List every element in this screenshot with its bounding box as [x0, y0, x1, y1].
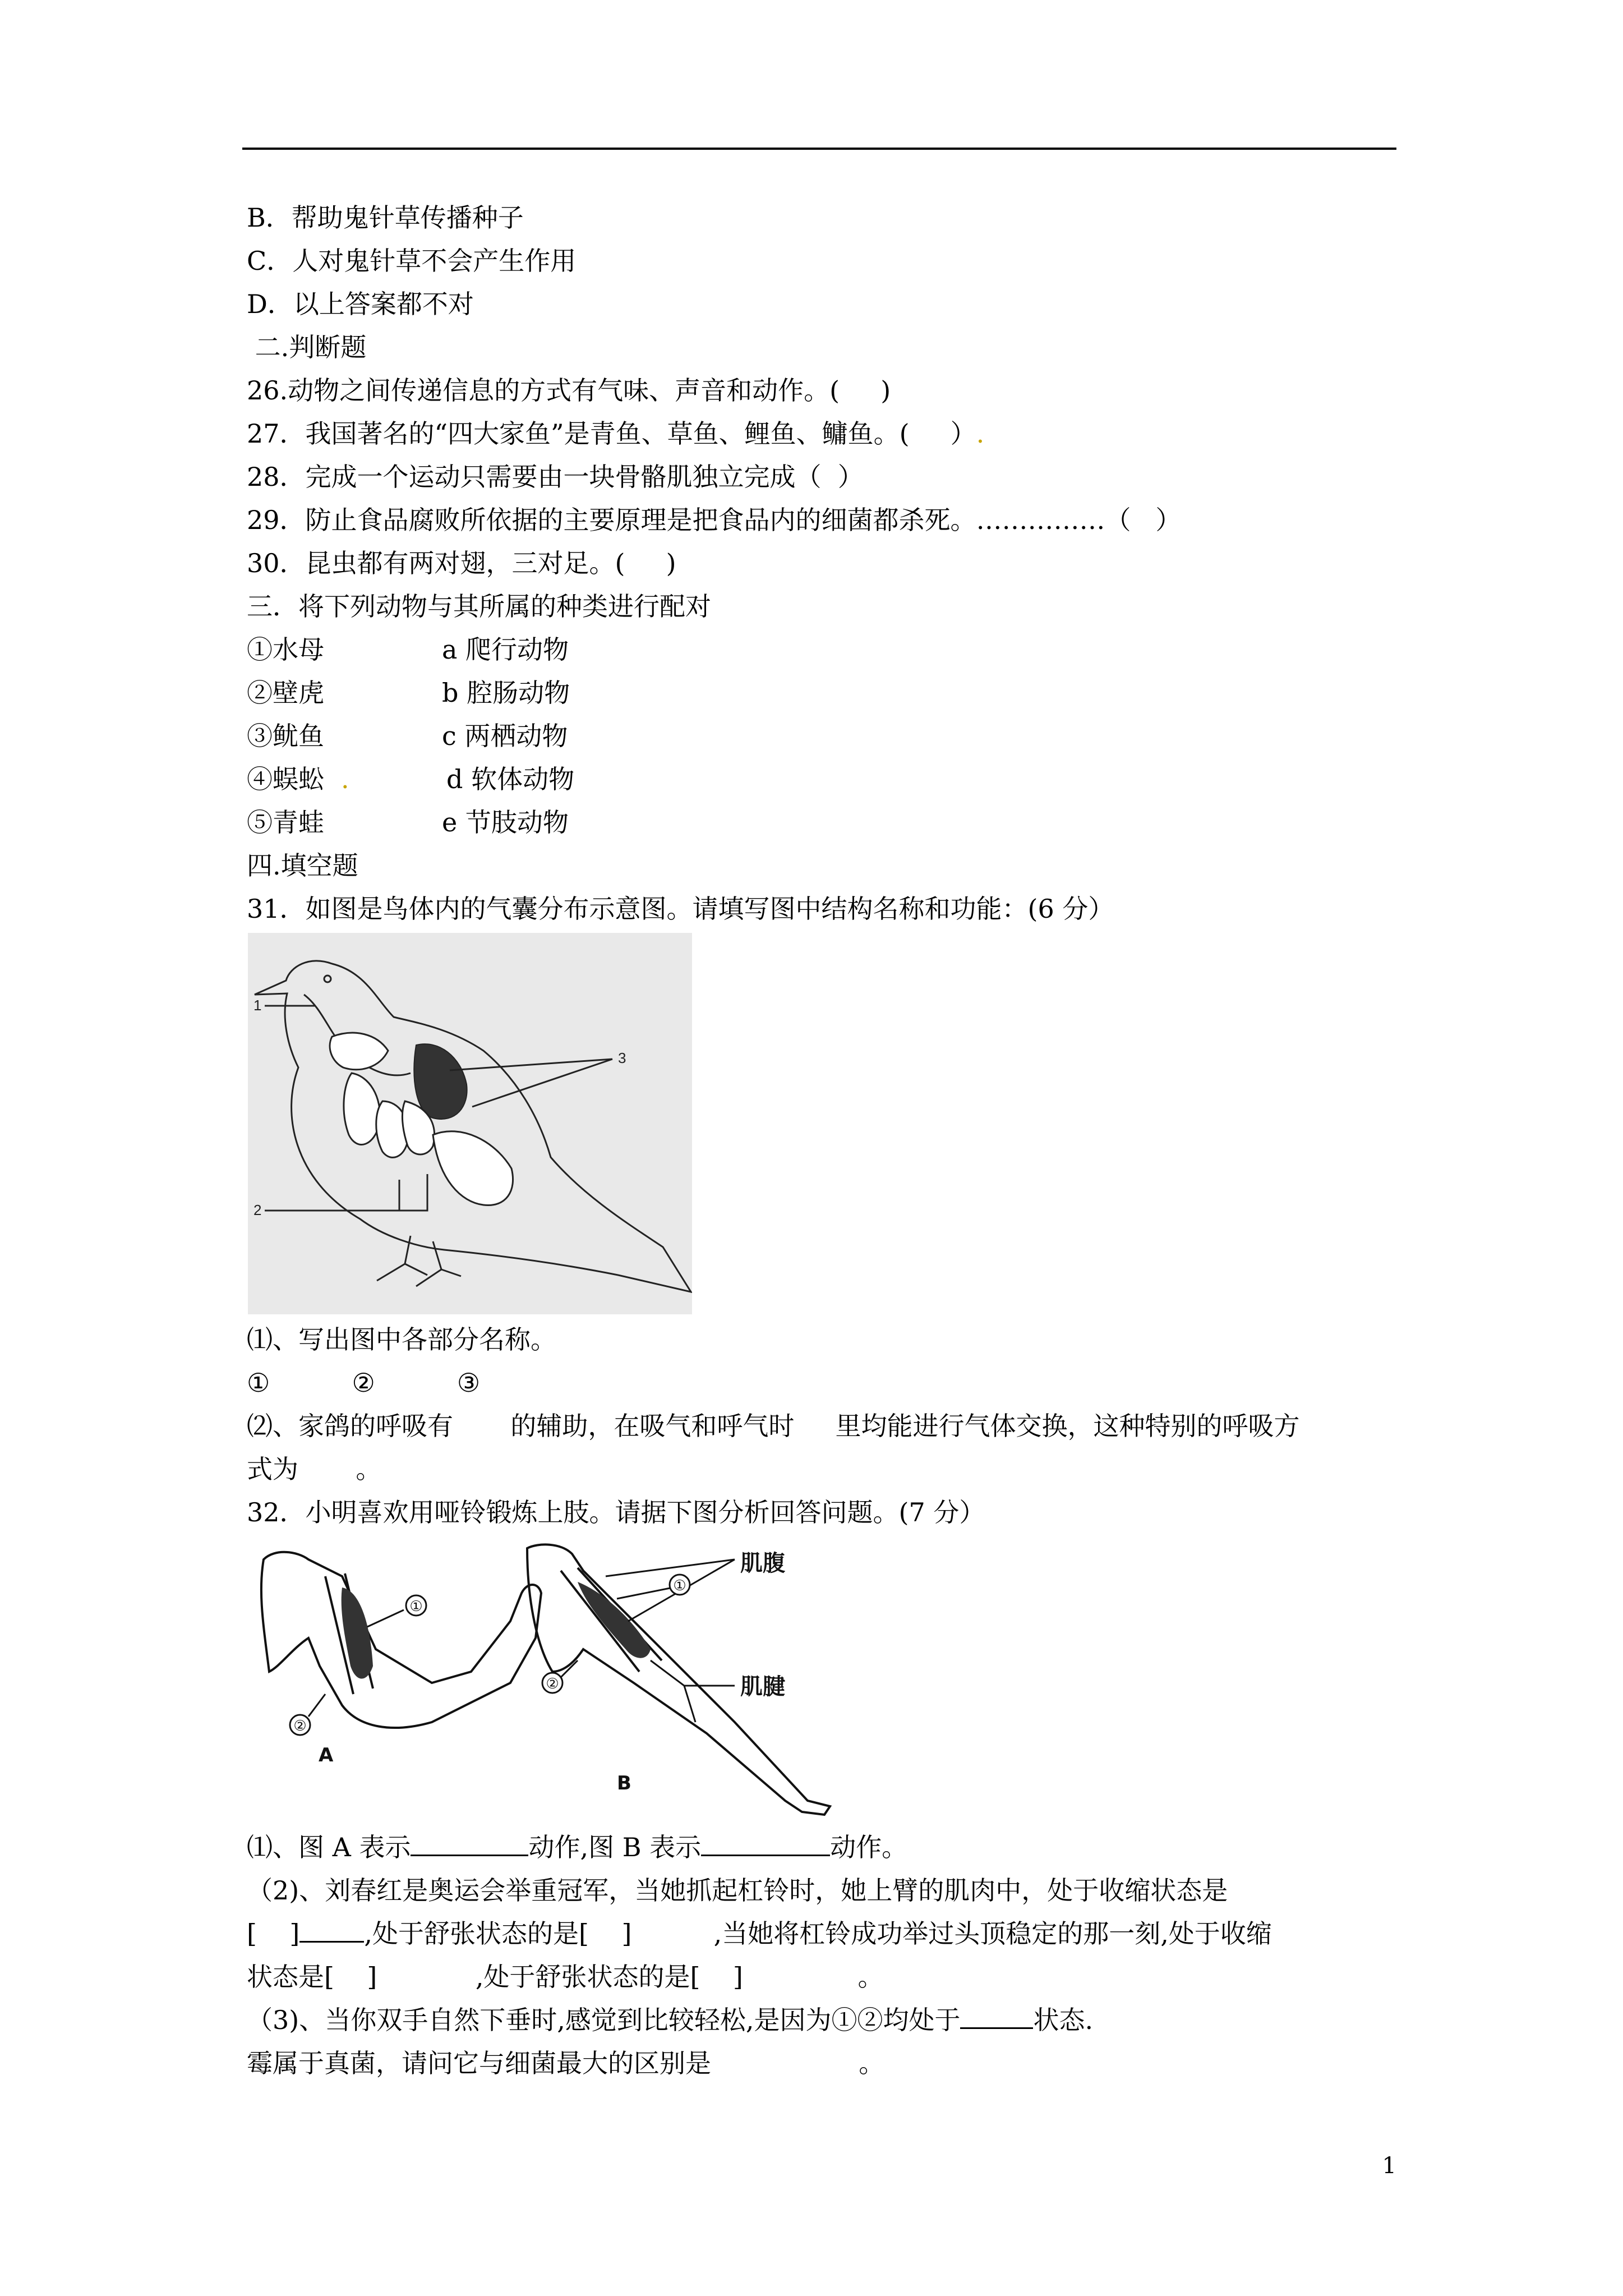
section-2-heading: 二.判断题 — [247, 332, 367, 362]
figure-b-label: B — [617, 1772, 631, 1795]
arm-label-2b: ② — [546, 1676, 559, 1692]
question-27: 27．我国著名的“四大家鱼”是青鱼、草鱼、鲤鱼、鳙鱼。( ）. — [247, 418, 985, 449]
category-item: d 软体动物 — [446, 764, 575, 794]
answer-blank[interactable] — [411, 1831, 528, 1856]
header-rule — [242, 148, 1396, 150]
bird-illustration — [248, 933, 692, 1314]
figure-a-label: A — [319, 1744, 334, 1766]
question-31-part-2: ⑵、家鸽的呼吸有 的辅助，在吸气和呼气时 里均能进行气体交换，这种特别的呼吸方 — [247, 1411, 1300, 1441]
answer-blank[interactable] — [960, 2004, 1033, 2029]
question-31-part-2-cont: 式为 。 — [247, 1454, 382, 1484]
question-31: 31．如图是鸟体内的气囊分布示意图。请填写图中结构名称和功能：(6 分） — [247, 894, 1114, 924]
section-4-heading: 四.填空题 — [247, 850, 358, 881]
category-item: e 节肢动物 — [442, 807, 569, 838]
bird-label-2: 2 — [253, 1202, 262, 1218]
label-tendon: 肌腱 — [740, 1674, 785, 1700]
arm-illustration — [247, 1537, 897, 1823]
answer-blank[interactable] — [701, 1831, 830, 1856]
page-number: 1 — [1382, 2153, 1396, 2179]
category-item: b 腔肠动物 — [442, 678, 570, 708]
question-33: 霉属于真菌，请问它与细菌最大的区别是 。 — [247, 2048, 885, 2078]
question-30: 30．昆虫都有两对翅，三对足。( ) — [247, 548, 676, 578]
stray-dot: . — [976, 418, 985, 449]
option-b: B．帮助鬼针草传播种子 — [247, 203, 524, 233]
question-26: 26.动物之间传递信息的方式有气味、声音和动作。( ) — [247, 375, 891, 406]
question-32: 32．小明喜欢用哑铃锻炼上肢。请据下图分析回答问题。(7 分） — [247, 1497, 985, 1527]
animal-item: ①水母 — [247, 634, 324, 665]
question-32-part-3: （3)、当你双手自然下垂时,感觉到比较轻松,是因为①②均处于 状态. — [247, 2005, 1094, 2035]
question-31-blanks: ① ② ③ — [247, 1368, 481, 1398]
question-29: 29．防止食品腐败所依据的主要原理是把食品内的细菌都杀死。……………（ ） — [247, 505, 1182, 535]
question-32-part-2-line3: 状态是[ ] ,处于舒张状态的是[ ] 。 — [247, 1962, 884, 1992]
animal-item: ⑤青蛙 — [247, 807, 324, 838]
arm-muscle-diagram — [247, 1537, 897, 1823]
stray-dot: . — [341, 764, 349, 794]
question-31-part-1: ⑴、写出图中各部分名称。 — [247, 1324, 556, 1355]
arm-label-2a: ② — [293, 1718, 307, 1734]
option-d: D．以上答案都不对 — [247, 289, 474, 319]
question-32-part-2-line2: [ ] ,处于舒张状态的是[ ] ,当她将杠铃成功举过头顶稳定的那一刻,处于收缩 — [247, 1918, 1272, 1949]
arm-label-1b: ① — [673, 1577, 686, 1594]
option-c: C．人对鬼针草不会产生作用 — [247, 246, 577, 276]
bird-air-sac-diagram — [248, 933, 692, 1314]
question-32-part-1: ⑴、图 A 表示 动作,图 B 表示 动作。 — [247, 1832, 908, 1862]
label-muscle-belly: 肌腹 — [740, 1550, 785, 1576]
category-item: c 两栖动物 — [442, 721, 568, 751]
answer-blank[interactable] — [299, 1917, 364, 1943]
question-32-part-2: （2)、刘春红是奥运会举重冠军，当她抓起杠铃时，她上臂的肌肉中，处于收缩状态是 — [247, 1875, 1228, 1906]
animal-item: ④蜈蚣 . — [247, 764, 349, 794]
category-item: a 爬行动物 — [442, 634, 569, 665]
animal-item: ③鱿鱼 — [247, 721, 324, 751]
bird-label-1: 1 — [253, 997, 262, 1014]
arm-label-1a: ① — [409, 1598, 423, 1615]
question-28: 28．完成一个运动只需要由一块骨骼肌独立完成（ ） — [247, 462, 864, 492]
section-3-heading: 三．将下列动物与其所属的种类进行配对 — [247, 591, 711, 622]
bird-label-3: 3 — [618, 1050, 626, 1066]
animal-item: ②壁虎 — [247, 678, 324, 708]
